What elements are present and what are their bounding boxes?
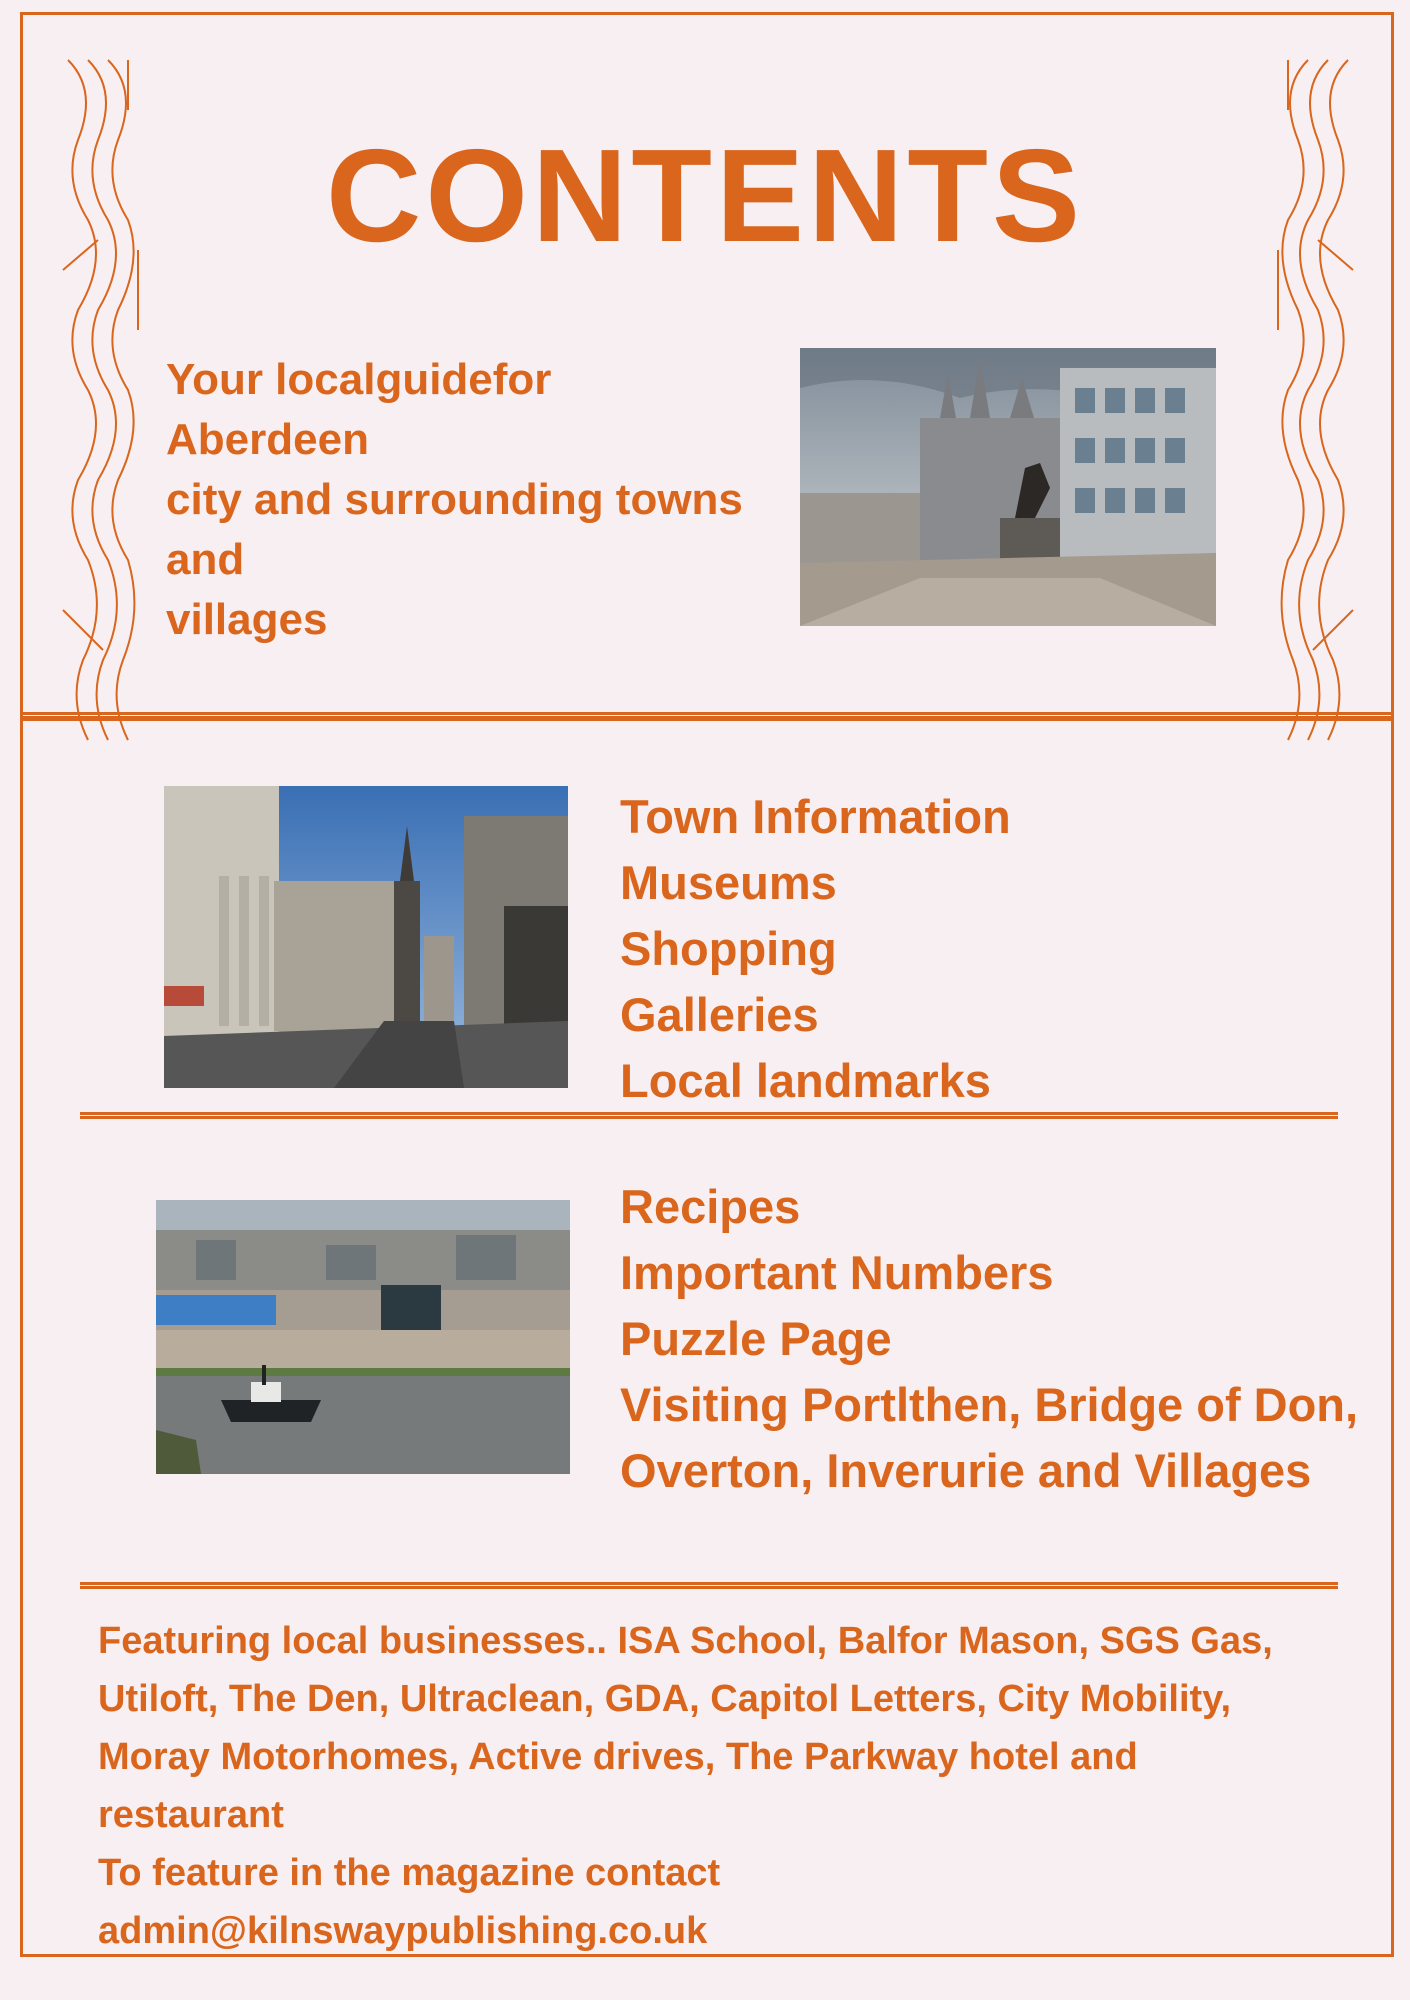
footer-line: Utiloft, The Den, Ultraclean, GDA, Capitol Letters, City Mobility, <box>98 1678 1232 1720</box>
footer-line: restaurant <box>98 1794 284 1836</box>
contents-item[interactable]: Puzzle Page <box>620 1312 892 1365</box>
harbour-photo <box>156 1200 570 1474</box>
contents-item[interactable]: Visiting Portlthen, Bridge of Don, <box>620 1378 1359 1431</box>
intro-line: villages <box>166 595 328 644</box>
marischal-college-photo <box>800 348 1216 626</box>
intro-line: city and surrounding towns <box>166 475 743 524</box>
page-title: CONTENTS <box>326 122 1084 269</box>
contact-email-link[interactable]: admin@kilnswaypublishing.co.uk <box>98 1910 708 1952</box>
intro-text <box>166 350 786 650</box>
contents-item[interactable]: Important Numbers <box>620 1246 1054 1299</box>
footer-text <box>98 1612 1338 1960</box>
section-divider <box>80 1582 1338 1589</box>
intro-line: Aberdeen <box>166 415 369 464</box>
contents-item[interactable]: Overton, Inverurie and Villages <box>620 1444 1312 1497</box>
section-divider-top <box>20 712 1394 721</box>
contents-item[interactable]: Town Information <box>620 790 1011 843</box>
contents-item[interactable]: Shopping <box>620 922 837 975</box>
footer-line: To feature in the magazine contact <box>98 1852 721 1894</box>
contents-item[interactable]: Recipes <box>620 1180 801 1233</box>
contents-item[interactable]: Local landmarks <box>620 1054 991 1107</box>
contents-list-2 <box>620 1174 1358 1504</box>
union-street-photo <box>164 786 568 1088</box>
footer-line: Moray Motorhomes, Active drives, The Parkway hotel and <box>98 1736 1138 1778</box>
footer-line: Featuring local businesses.. ISA School, Balfor Mason, SGS Gas, <box>98 1620 1273 1662</box>
contents-item[interactable]: Museums <box>620 856 837 909</box>
intro-line: Your localguidefor <box>166 355 552 404</box>
section-divider <box>80 1112 1338 1119</box>
contents-item[interactable]: Galleries <box>620 988 819 1041</box>
intro-line: and <box>166 535 245 584</box>
contents-list-1 <box>620 784 1011 1114</box>
